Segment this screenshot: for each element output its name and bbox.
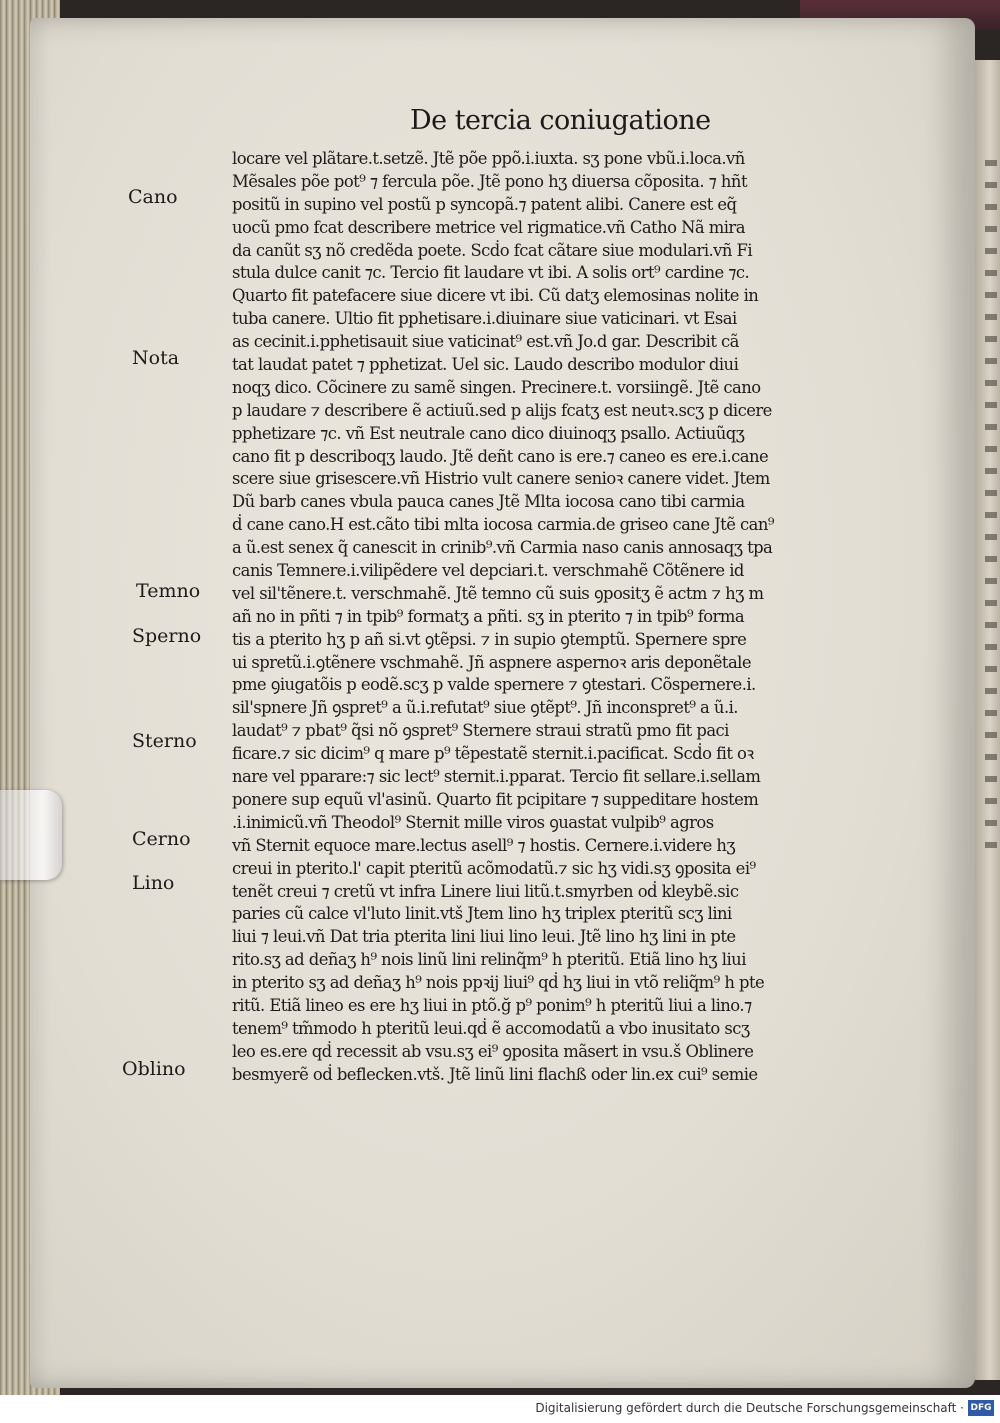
text-line: a ũ.est senex q̃ canescit in crinib⁹.vñ Carmia naso canis annosaqʒ tpa [232, 538, 773, 558]
text-line: ritũ. Etiã lineo es ere hʒ liui in ptõ.ğ p⁹ ponim⁹ h pteritũ liui a lino.⁊ [232, 995, 752, 1015]
text-line: tat laudat patet ⁊ pphetizat. Uel sic. Laudo describo modulor diui [232, 355, 739, 375]
margin-note-cano: Cano [128, 186, 178, 208]
running-head: De tercia coniugatione [410, 105, 711, 136]
margin-note-temno: Temno [136, 580, 201, 602]
text-line: Quarto fit patefacere siue dicere vt ibi. Cũ datʒ elemosinas nolite in [232, 286, 759, 306]
text-line: da canũt sʒ nõ credẽda poete. Scḋo fcat cãtare siue modulari.vñ Fi [232, 240, 753, 260]
text-line: ponere sup equũ vl'asinũ. Quarto fit pcipitare ⁊ suppeditare hostem [232, 789, 759, 809]
facing-page-edge [975, 60, 1000, 1380]
text-line: .i.inimicũ.vñ Theodol⁹ Sternit mille viros ꝯuastat vulpib⁹ agros [232, 812, 714, 832]
text-line: positũ in supino vel postũ p syncopã.⁊ patent alibi. Canere est eq̃ [232, 194, 737, 214]
text-line: vñ Sternit equoce mare.lectus asell⁹ ⁊ hostis. Cernere.i.videre hʒ [232, 835, 736, 855]
text-line: añ no in pñti ⁊ in tpib⁹ formatʒ a pñti. sʒ in pterito ⁊ in tpib⁹ forma [232, 606, 745, 626]
text-line: paries cũ calce vl'luto linit.vtš Jtem lino hʒ triplex pteritũ scʒ lini [232, 904, 732, 924]
text-line: nare vel pparare:⁊ sic lect⁹ sternit.i.pparat. Tercio fit sellare.i.sellam [232, 767, 761, 787]
text-line: noqʒ dico. Cõcinere zu samẽ singen. Precinere.t. vorsiingẽ. Jtẽ cano [232, 377, 761, 397]
body-text [232, 148, 857, 1087]
text-line: canis Temnere.i.vilipẽdere vel depciari.t. verschmahẽ Cõtẽnere id [232, 561, 744, 581]
text-line: locare vel plãtare.t.setzẽ. Jtẽ põe ppõ.i.iuxta. sʒ pone vbũ.i.loca.vñ [232, 149, 745, 168]
text-line: pme ꝯiugatõis p eodẽ.scʒ p valde spernere ⁊ ꝯtestari. Cõspernere.i. [232, 675, 756, 695]
margin-note-cerno: Cerno [132, 828, 191, 850]
text-line: uocũ pmo fcat describere metrice vel rigmatice.vñ Catho Nã mira [232, 217, 745, 237]
margin-note-sperno: Sperno [132, 625, 202, 647]
text-line: Mẽsales põe pot⁹ ⁊ fercula põe. Jtẽ pono hʒ diuersa cõposita. ⁊ hñt [232, 171, 747, 191]
text-line: pphetizare ⁊c. vñ Est neutrale cano dico diuinoqʒ psallo. Actiuũqʒ [232, 423, 745, 443]
text-line: vel sil'tẽnere.t. verschmahẽ. Jtẽ temno cũ suis ꝯpositʒ ẽ actm ⁊ hʒ m [232, 583, 764, 603]
margin-note-sterno: Sterno [132, 730, 197, 752]
text-line: Dũ barb canes vbula pauca canes Jtẽ Mlta iocosa cano tibi carmia [232, 492, 745, 512]
text-line: tenẽt creui ⁊ cretũ vt infra Linere liui litũ.t.smyrben oḋ kleybẽ.sic [232, 881, 739, 901]
text-line: besmyerẽ oḋ beflecken.vtš. Jtẽ linũ lini flachß oder lin.ex cui⁹ semie [232, 1064, 758, 1084]
text-line: laudat⁹ ⁊ pbat⁹ q̃si nõ ꝯspret⁹ Sternere straui stratũ pmo fit paci [232, 721, 729, 741]
dfg-logo-icon: DFG [968, 1400, 994, 1416]
text-line: scere siue grisescere.vñ Histrio vult canere senioꝛ canere videt. Jtem [232, 469, 770, 489]
margin-note-lino: Lino [132, 872, 175, 894]
text-line: cano fit p describoqʒ laudo. Jtẽ deñt cano is ere.⁊ caneo es ere.i.cane [232, 446, 769, 466]
funding-credit: Digitalisierung gefördert durch die Deutsche Forschungsgemeinschaft · [535, 1401, 964, 1415]
text-line: ui spretũ.i.ꝯtẽnere vschmahẽ. Jñ aspnere aspernoꝛ aris deponẽtale [232, 652, 752, 672]
facing-page-text-fragments [985, 160, 997, 860]
text-line: as cecinit.i.pphetisauit siue vaticinat⁹ est.vñ Jo.d gar. Describit cã [232, 332, 739, 352]
text-line: tenem⁹ tm̃modo h pteritũ leui.qḋ ẽ accomodatũ a vbo inusitato scʒ [232, 1018, 750, 1038]
text-line: ḋ cane cano.H est.cãto tibi mlta iocosa carmia.de griseo cane Jtẽ can⁹ [232, 515, 774, 535]
text-line: liui ⁊ leui.vñ Dat tria pterita lini liui lino leui. Jtẽ lino hʒ lini in pte [232, 927, 736, 947]
text-line: creui in pterito.l' capit pteritũ acõmodatũ.⁊ sic hʒ vidi.sʒ ꝯposita ei⁹ [232, 858, 756, 878]
margin-note-nota: Nota [132, 347, 180, 369]
text-line: ficare.⁊ sic dicim⁹ q mare p⁹ tẽpestatẽ sternit.i.pacificat. Scḋo fit oꝛ [232, 744, 754, 764]
margin-note-oblino: Oblino [122, 1058, 186, 1080]
text-line: rito.sʒ ad deñaʒ h⁹ nois linũ lini relinq̃m⁹ h pteritũ. Etiã lino hʒ liui [232, 950, 746, 970]
text-line: p laudare ⁊ describere ẽ actiuũ.sed p alijs fcatʒ est neutꝛ.scʒ p dicere [232, 400, 772, 420]
footer-bar [0, 1395, 1000, 1423]
text-line: sil'spnere Jñ ꝯspret⁹ a ũ.i.refutat⁹ siue ꝯtẽpt⁹. Jñ inconspret⁹ a ũ.i. [232, 698, 738, 718]
text-line: in pterito sʒ ad deñaʒ h⁹ nois ppꝛij liui⁹ qḋ hʒ liui in vtõ reliq̃m⁹ h pte [232, 973, 765, 993]
page-clip [0, 790, 62, 880]
text-line: stula dulce canit ⁊c. Tercio fit laudare vt ibi. A solis ort⁹ cardine ⁊c. [232, 263, 750, 283]
text-line: tis a pterito hʒ p añ si.vt ꝯtẽpsi. ⁊ in supio ꝯtemptũ. Spernere spre [232, 629, 747, 649]
text-line: tuba canere. Ultio fit pphetisare.i.diuinare siue vaticinari. vt Esai [232, 309, 737, 329]
text-line: leo es.ere qḋ recessit ab vsu.sʒ ei⁹ ꝯposita mãsert in vsu.š Oblinere [232, 1041, 754, 1061]
